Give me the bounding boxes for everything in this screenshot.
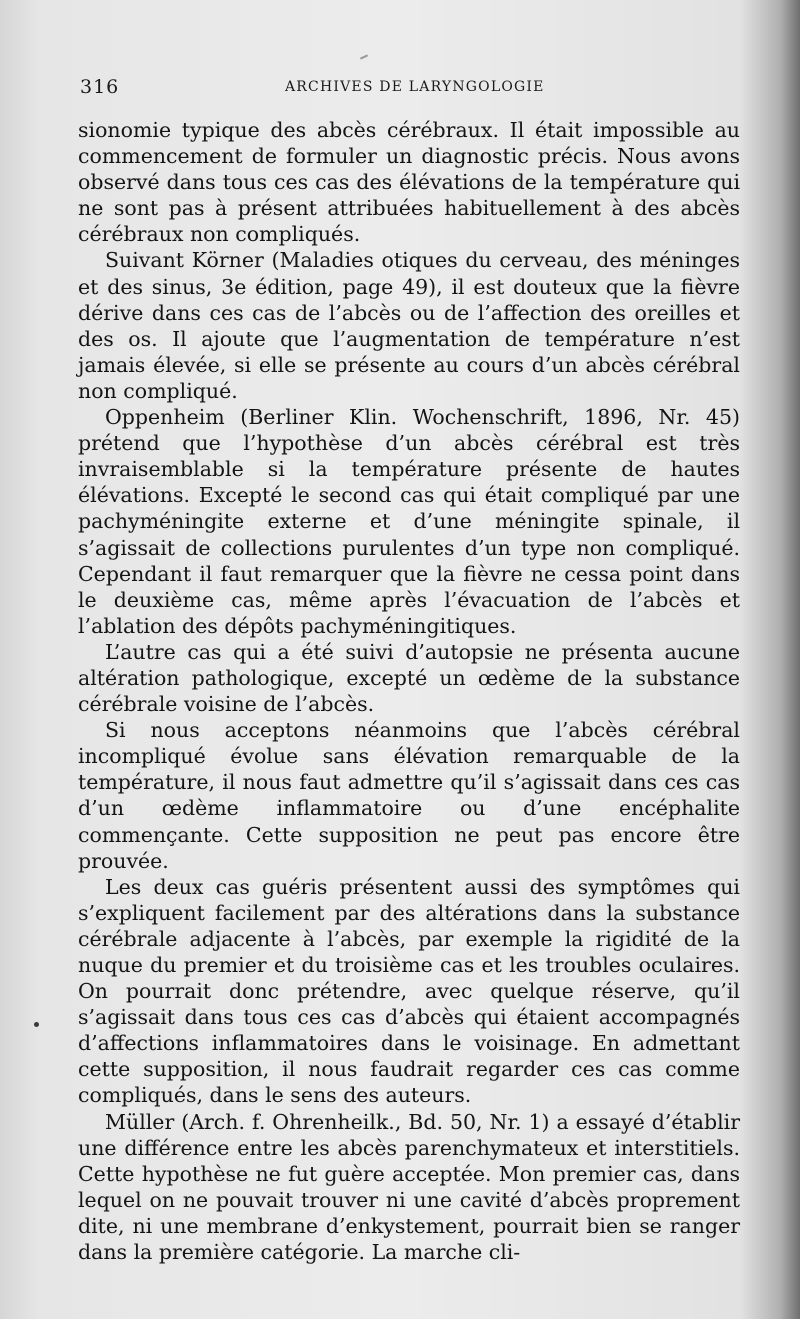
- paragraph-4: L’autre cas qui a été suivi d’autopsie ne présenta aucune altération pathologique, excepté un œdème de la substance cérébrale voisine de l’abcès.: [78, 639, 740, 717]
- paragraph-6: Les deux cas guéris présentent aussi des symptômes qui s’expliquent facilement par des altérations dans la substance cérébrale adjacente à l’abcès, par exemple la rigidité de la nuque du premier et du troisième cas et les troubles oculaires. On pourrait donc prétendre, avec quelque réserve, qu’il s’agissait dans tous ces cas d’abcès qui étaient accompagnés d’affections inflammatoires dans le voisinage. En admettant cette supposition, il nous faudrait regarder ces cas comme compliqués, dans le sens des auteurs.: [78, 874, 740, 1108]
- body-text: [78, 117, 740, 1265]
- page-header: [80, 76, 740, 100]
- paragraph-5: Si nous acceptons néanmoins que l’abcès cérébral incompliqué évolue sans élévation remarquable de la température, il nous faut admettre qu’il s’agissait dans ces cas d’un œdème inflammatoire ou d’une encéphalite commençante. Cette supposition ne peut pas encore être prouvée.: [78, 718, 740, 873]
- paragraph-1: sionomie typique des abcès cérébraux. Il était impossible au commencement de formuler un diagnostic précis. Nous avons observé dans tous ces cas des élévations de la température qui ne sont pas à présent attribuées habituellement à des abcès cérébraux non compliqués.: [78, 118, 740, 247]
- margin-dot: [34, 1022, 39, 1027]
- running-title: ARCHIVES DE LARYNGOLOGIE: [285, 79, 545, 95]
- paragraph-2: Suivant Körner (Maladies otiques du cerveau, des méninges et des sinus, 3e édition, page 49), il est douteux que la fièvre dérive dans ces cas de l’abcès ou de l’affection des oreilles et des os. Il ajoute que l’augmentation de température n’est jamais élevée, si elle se présente au cours d’un abcès cérébral non compliqué.: [78, 248, 740, 403]
- page-number: 316: [80, 76, 120, 98]
- paragraph-7: Müller (Arch. f. Ohrenheilk., Bd. 50, Nr. 1) a essayé d’établir une différence entre les abcès parenchymateux et interstitiels. Cette hypothèse ne fut guère acceptée. Mon premier cas, dans lequel on ne pouvait trouver ni une cavité d’abcès proprement dite, ni une membrane d’enkystement, pourrait bien se ranger dans la première catégorie. La marche cli-: [78, 1109, 740, 1265]
- paragraph-3: Oppenheim (Berliner Klin. Wochenschrift, 1896, Nr. 45) prétend que l’hypothèse d’un abcès cérébral est très invraisemblable si la température présente de hautes élévations. Excepté le second cas qui était compliqué par une pachyméningite externe et d’une méningite spinale, il s’agissait de collections purulentes d’un type non compliqué. Cependant il faut remarquer que la fièvre ne cessa point dans le deuxième cas, même après l’évacuation de l’abcès et l’ablation des dépôts pachyméningitiques.: [78, 405, 740, 638]
- page-blemish: [360, 54, 368, 59]
